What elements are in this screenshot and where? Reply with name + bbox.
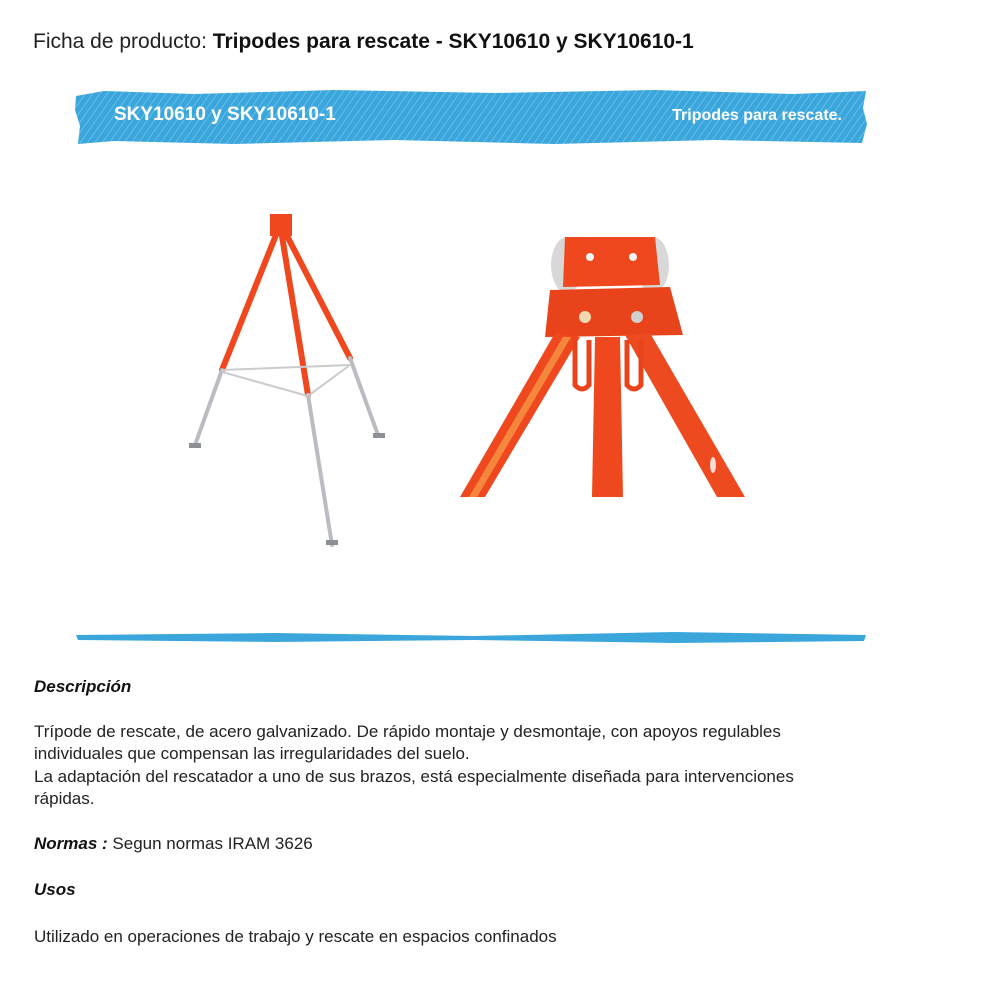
page-title-main: Tripodes para rescate - SKY10610 y SKY10610-1 [212,30,694,53]
description-paragraph-1: Trípode de rescate, de acero galvanizado. De rápido montaje y desmontaje, con apoyos regulables individuales que compensan las irregularidades del suelo. [34,722,781,763]
banner-product-code: SKY10610 y SKY10610-1 [114,104,336,125]
usos-heading: Usos [34,880,76,899]
page-title-prefix: Ficha de producto: [33,30,207,53]
tripod-full-photo [180,200,400,560]
banner-product-name: Tripodes para rescate. [672,107,842,124]
bottom-divider [74,630,868,644]
normas-value: Segun normas IRAM 3626 [112,834,313,853]
page-title [33,28,694,56]
usos-text: Utilizado en operaciones de trabajo y rescate en espacios confinados [34,927,557,946]
tripod-head-closeup-photo [455,225,755,500]
description-heading: Descripción [34,677,132,696]
description-paragraph-2: La adaptación del rescatador a uno de sus brazos, está especialmente diseñada para intervenciones rápidas. [34,767,794,808]
normas-label: Normas : [34,834,108,853]
product-banner [74,88,868,146]
normas-line [34,834,313,854]
